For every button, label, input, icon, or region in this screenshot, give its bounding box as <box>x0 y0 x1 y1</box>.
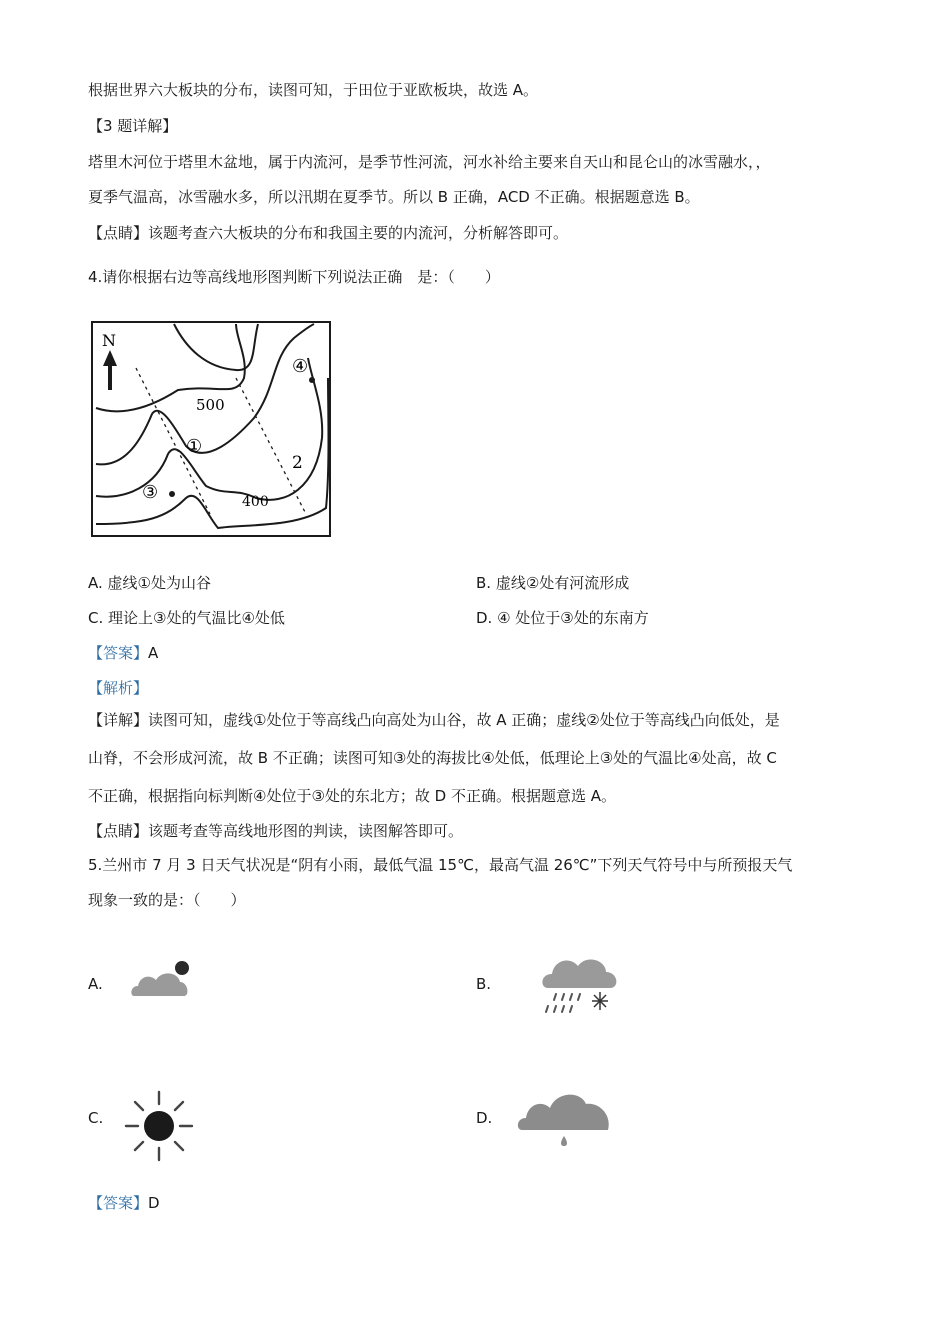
q3-detail-line: 塔里木河位于塔里木盆地，属于内流河，是季节性河流，河水补给主要来自天山和昆仑山的冰雪融水，， <box>88 153 771 171</box>
sun-icon <box>124 1088 198 1162</box>
q4-option-c: C. 理论上③处的气温比④处低 <box>88 609 285 627</box>
q4-comment: 【点睛】该题考查等高线地形图的判读，读图解答即可。 <box>88 822 464 840</box>
q4-stem: 4.请你根据右边等高线地形图判断下列说法正确 是：（ ） <box>88 268 500 286</box>
answer-value: D <box>148 1194 160 1212</box>
contour-label-400: 400 <box>242 494 269 510</box>
q4-option-d: D. ④ 处位于③处的东南方 <box>476 609 649 627</box>
point-4-dot <box>309 377 315 383</box>
q3-comment: 【点睛】该题考查六大板块的分布和我国主要的内流河，分析解答即可。 <box>88 224 569 242</box>
q4-answer <box>88 643 158 663</box>
point-3-dot <box>169 491 175 497</box>
contour-label-500: 500 <box>196 396 225 414</box>
q4-option-b: B. 虚线②处有河流形成 <box>476 574 630 592</box>
answer-tag: 【答案】 <box>88 644 149 662</box>
q5-option-b-label: B. <box>476 975 492 993</box>
marker-2: 2 <box>292 453 303 473</box>
marker-1: ① <box>186 436 203 457</box>
contour-map <box>86 318 336 540</box>
answer-value: A <box>148 644 159 662</box>
rain-snow-icon <box>540 952 622 1014</box>
answer-tag: 【答案】 <box>88 1194 149 1212</box>
q3-solution-line: 根据世界六大板块的分布，读图可知，于田位于亚欧板块，故选 A。 <box>88 81 539 99</box>
q4-option-a: A. 虚线①处为山谷 <box>88 574 211 592</box>
q4-detail-line: 山脊，不会形成河流，故 B 不正确；读图可知③处的海拔比④处低，低理论上③处的气温比④处高，故 C <box>88 749 777 767</box>
cloudy-sun-icon <box>128 956 198 1000</box>
q4-detail-line: 【详解】读图可知，虚线①处位于等高线凸向高处为山谷，故 A 正确；虚线②处位于等高线凸向低处，是 <box>88 711 780 729</box>
q5-answer <box>88 1193 160 1213</box>
q5-stem-line: 现象一致的是：（ ） <box>88 891 246 909</box>
north-label: N <box>102 331 116 350</box>
q5-stem-line: 5.兰州市 7 月 3 日天气状况是“阴有小雨，最低气温 15℃，最高气温 26℃”下列天气符号中与所预报天气 <box>88 856 793 874</box>
q4-detail-line: 不正确，根据指向标判断④处位于③处的东北方；故 D 不正确。根据题意选 A。 <box>88 787 617 805</box>
cloud-light-rain-icon <box>516 1088 614 1148</box>
q5-option-a-label: A. <box>88 975 103 993</box>
q5-option-d-label: D. <box>476 1109 493 1127</box>
q4-analysis-tag: 【解析】 <box>88 679 149 697</box>
q3-detail-line: 夏季气温高，冰雪融水多，所以汛期在夏季节。所以 B 正确，ACD 不正确。根据题意选 B。 <box>88 188 700 206</box>
marker-4: ④ <box>292 356 309 377</box>
q3-detail-heading: 【3 题详解】 <box>88 117 178 135</box>
map-frame <box>92 322 330 536</box>
marker-3: ③ <box>142 482 159 503</box>
q5-option-c-label: C. <box>88 1109 104 1127</box>
